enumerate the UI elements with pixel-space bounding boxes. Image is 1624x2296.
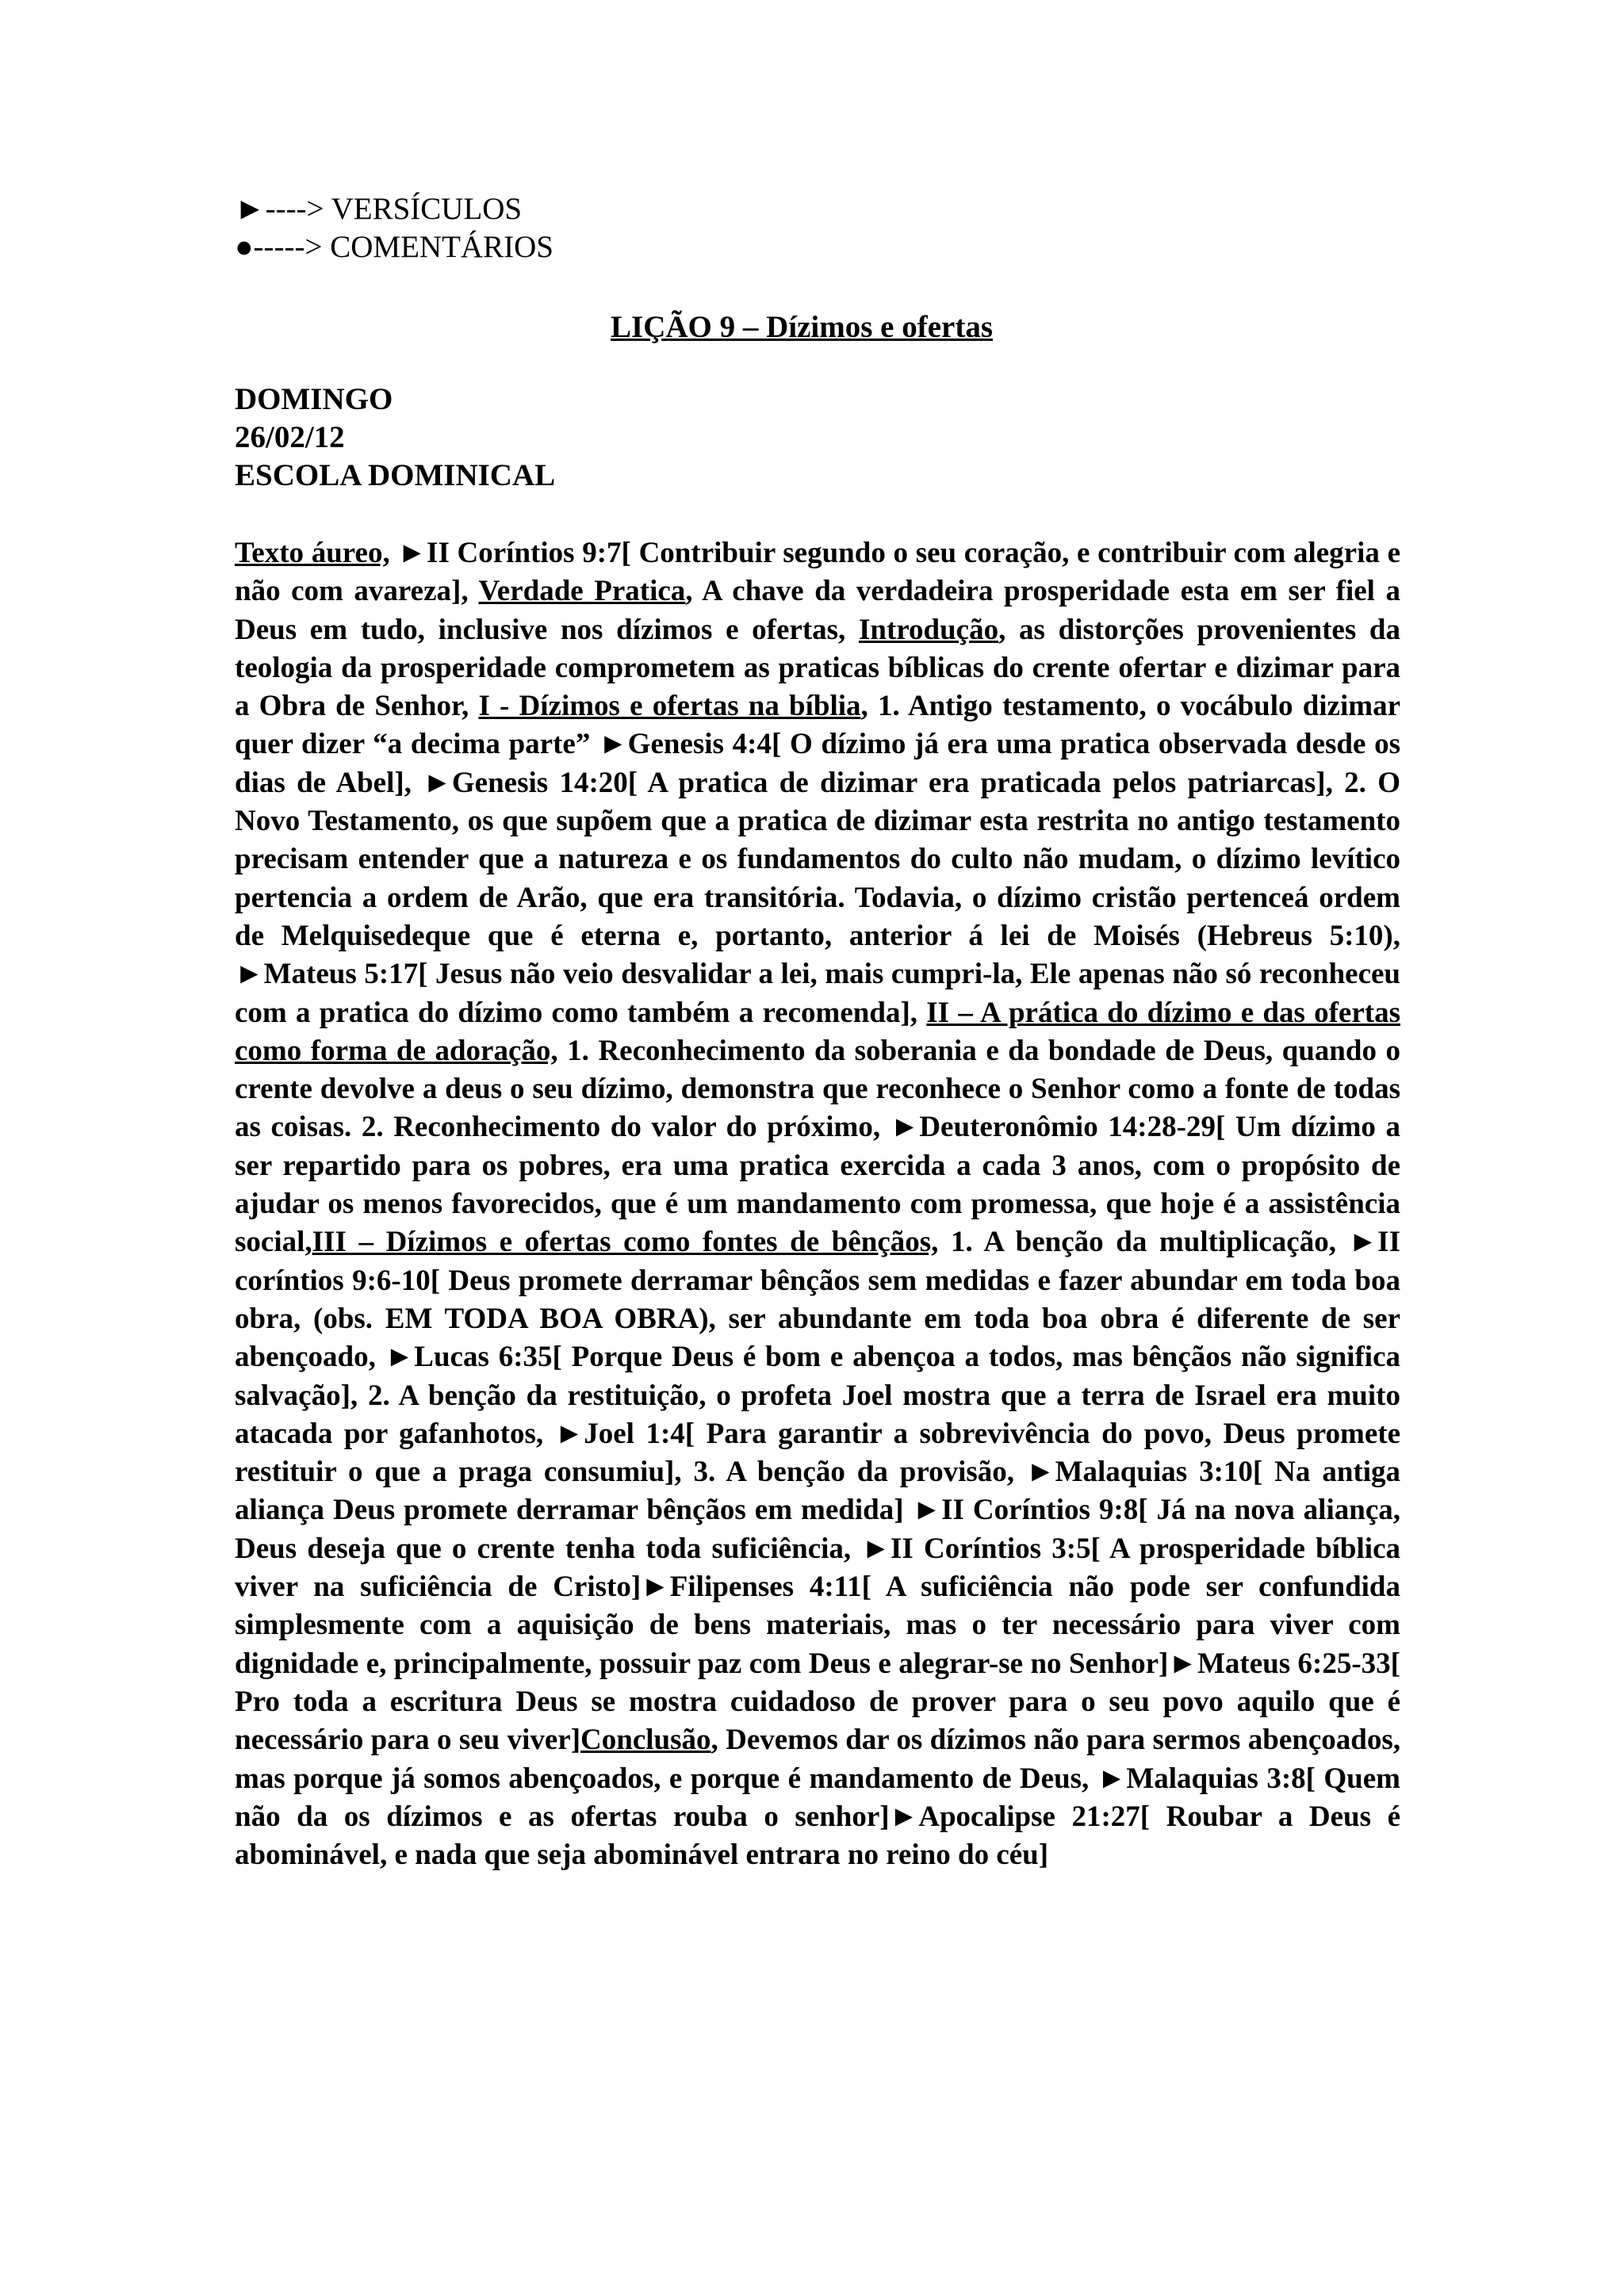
lesson-body <box>235 534 1400 1874</box>
heading-verdade-pratica: Verdade Pratica <box>478 575 686 608</box>
body-text: 1. A benção da multiplicação, ►II coríntios 9:6-10[ Deus promete derramar bênçãos sem medidas e fazer abundar em toda boa obra, (obs. EM TODA BOA OBRA), ser abundante em toda boa obra é diferente de ser abençoado, ►Lucas 6:35[ Porque Deus é bom e abençoa a todos, mas bênçãos não significa salvação], 2. A benção da restituição, o profeta Joel mostra que a terra de Israel era muito atacada por gafanhotos, ►Joel 1:4[ Para garantir a sobrevivência do povo, Deus promete restituir o que a praga consumiu], 3. A benção da provisão, ►Malaquias 3:10[ Na antiga aliança Deus promete derramar bênçãos em medida] ►II Coríntios 9:8[ Já na nova aliança, Deus deseja que o crente tenha toda suficiência, ►II Coríntios 3:5[ A prosperidade bíblica viver na suficiência de Cristo]►Filipenses 4:11[ A suficiência não pode ser confundida simplesmente com a aquisição de bens materiais, mas o ter necessário para viver com dignidade e, principalmente, possuir paz com Deus e alegrar-se no Senhor]►Mateus 6:25-33[ Pro toda a escritura Deus se mostra cuidadoso de prover para o seu povo aquilo que é necessário para o seu viver] <box>235 1226 1400 1757</box>
body-text: 1. Reconhecimento da soberania e da bondade de Deus, quando o crente devolve a deus o seu dízimo, demonstra que reconhece o Senhor como a fonte de todas as coisas. 2. Reconhecimento do valor do próximo, ►Deuteronômio 14:28-29[ Um dízimo a ser repartido para os pobres, era uma pratica exercida a cada 3 anos, com o propósito de ajudar os menos favorecidos, que é um mandamento com promessa, que hoje é a assistência social, <box>235 1034 1401 1259</box>
body-text: , A chave da verdadeira prosperidade esta em ser fiel a Deus em tudo, inclusive nos dízimos e ofertas, <box>235 575 1400 646</box>
heading-texto-aureo: Texto áureo, <box>235 537 390 569</box>
legend-comments: ●-----> COMENTÁRIOS <box>235 230 553 264</box>
heading-section-1: I - Dízimos e ofertas na bíblia <box>478 690 861 723</box>
heading-section-2: II – A prática do dízimo e das ofertas como forma de adoração, <box>235 996 1400 1067</box>
legend-verses: ►----> VERSÍCULOS <box>235 192 523 226</box>
heading-conclusao: Conclusão <box>580 1724 711 1757</box>
body-text: ►II Coríntios 9:7[ Contribuir segundo o seu coração, e contribuir com alegria e não com avareza], <box>235 537 1401 608</box>
legend <box>235 190 553 266</box>
lesson-header <box>235 381 555 495</box>
heading-section-3: III – Dízimos e ofertas como fontes de bênçãos, <box>312 1226 939 1259</box>
body-text: , as distorções provenientes da teologia da prosperidade comprometem as praticas bíblicas do crente ofertar e dizimar para a Obra de Senhor, <box>235 613 1400 723</box>
lesson-title: LIÇÃO 9 – Dízimos e ofertas <box>611 310 993 344</box>
header-school: ESCOLA DOMINICAL <box>235 458 556 492</box>
header-date: 26/02/12 <box>235 420 345 454</box>
body-text: , 1. Antigo testamento, o vocábulo dizimar quer dizer “a decima parte” ►Genesis 4:4[ O dízimo já era uma pratica observada desde os dias de Abel], ►Genesis 14:20[ A pratica de dizimar era praticada pelos patriarcas], 2. O Novo Testamento, os que supõem que a pratica de dizimar esta restrita no antigo testamento precisam entender que a natureza e os fundamentos do culto não mudam, o dízimo levítico pertencia a ordem de Arão, que era transitória. Todavia, o dízimo cristão pertenceá ordem de Melquisedeque que é eterna e, portanto, anterior á lei de Moisés (Hebreus 5:10), ►Mateus 5:17[ Jesus não veio desvalidar a lei, mais cumpri-la, Ele apenas não só reconheceu com a pratica do dízimo como também a recomenda], <box>235 690 1400 1029</box>
heading-introducao: Introdução <box>858 613 999 646</box>
header-day: DOMINGO <box>235 382 393 416</box>
body-text: , Devemos dar os dízimos não para sermos abençoados, mas porque já somos abençoados, e porque é mandamento de Deus, ►Malaquias 3:8[ Quem não da os dízimos e as ofertas rouba o senhor]►Apocalipse 21:27[ Roubar a Deus é abominável, e nada que seja abominável entrara no reino do céu] <box>235 1724 1400 1872</box>
